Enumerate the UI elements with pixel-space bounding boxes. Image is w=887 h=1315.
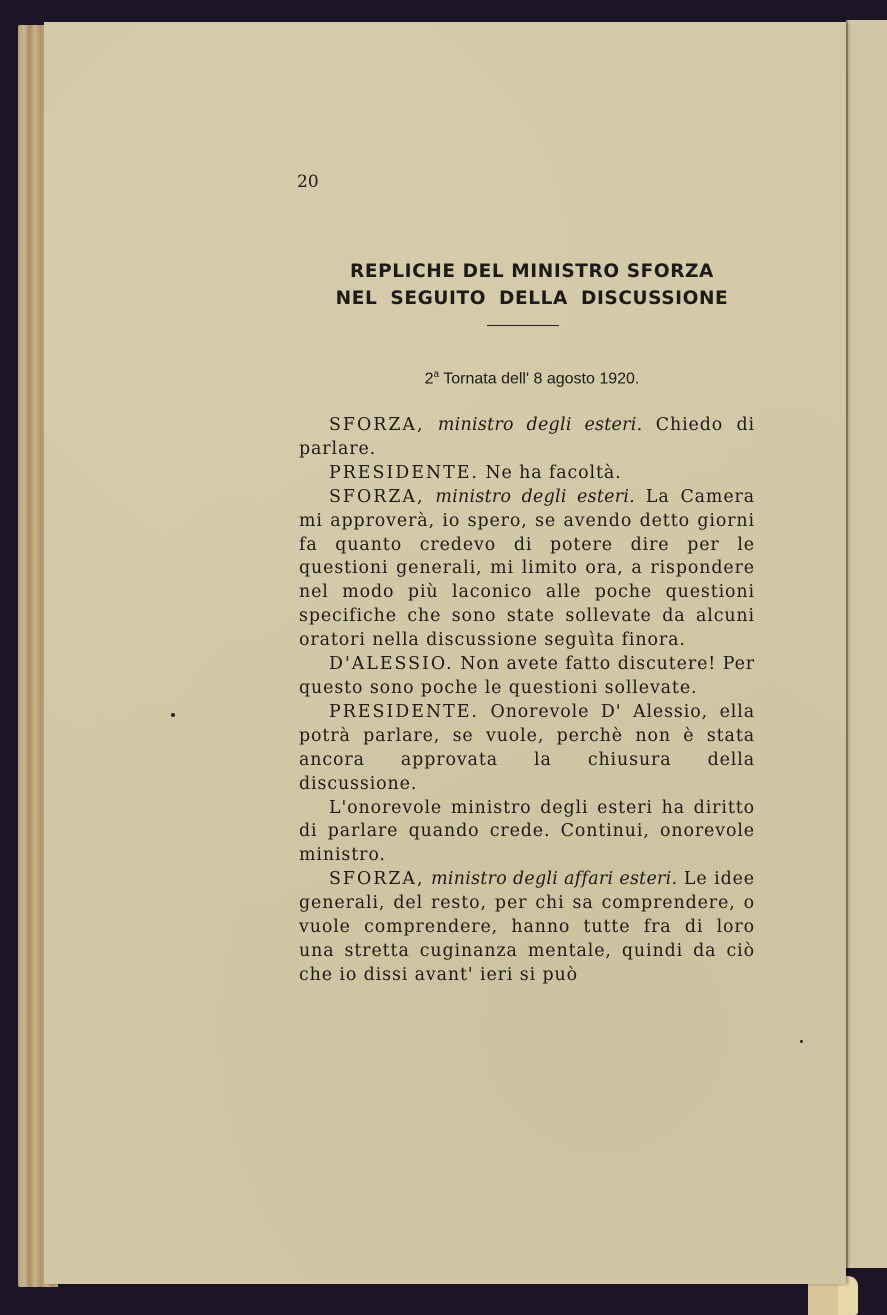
facing-page-edge: [846, 20, 887, 1268]
heading-line-1: REPLICHE DEL MINISTRO SFORZA: [350, 261, 714, 282]
speaker-name: D'ALESSIO.: [329, 654, 454, 675]
transcript-body: [299, 414, 755, 988]
speaker-name: SFORZA,: [329, 415, 425, 435]
speaker-name: SFORZA,: [329, 869, 425, 890]
paragraph: [299, 653, 755, 701]
paragraph-text: Non avete fatto discutere! Per questo sono poche le questioni sollevate.: [299, 654, 755, 698]
paragraph: [299, 797, 755, 869]
paragraph-text: L'onorevole ministro degli esteri ha diritto di parlare quando crede. Continui, onorevole ministro.: [299, 797, 755, 866]
paragraph-text: Ne ha facoltà.: [478, 462, 622, 483]
session-text: Tornata dell' 8 agosto 1920.: [439, 370, 640, 388]
paragraph-text: La Camera mi approverà, io spero, se avendo detto giorni fa quanto credevo di potere dire per le questioni generali, mi limito ora, a rispondere nel modo più laconico alle poche questioni specifiche che sono state sollevate da alcuni oratori nella discussione seguìta finora.: [299, 486, 755, 651]
paragraph: [299, 462, 755, 486]
paragraph-text: Le idee generali, del resto, per chi sa comprendere, o vuole comprendere, hanno tutte fra di loro una stretta cuginanza mentale, quindi da ciò che io dissi avant' ieri si può: [299, 869, 756, 985]
session-line: [290, 369, 774, 388]
session-ordinal-suffix: a: [433, 369, 440, 380]
paragraph-text: Onorevole D' Alessio, ella potrà parlare, se vuole, perchè non è stata ancora approvata la chiusura della discussione.: [299, 701, 755, 794]
ink-speck: [800, 1040, 803, 1043]
session-ordinal: 2: [424, 370, 434, 388]
paragraph-text: Chiedo di parlare.: [299, 415, 755, 459]
paragraph: [299, 868, 755, 988]
speaker-name: PRESIDENTE.: [329, 462, 479, 483]
speaker-name: SFORZA,: [329, 486, 425, 507]
speaker-name: PRESIDENTE.: [329, 701, 479, 722]
heading-line-2: NEL SEGUITO DELLA DISCUSSIONE: [335, 288, 729, 309]
paragraph: [299, 486, 755, 653]
page-number: 20: [297, 172, 319, 192]
ink-speck: [171, 713, 175, 717]
speaker-role: ministro degli esteri.: [437, 415, 643, 435]
speaker-role: ministro degli affari esteri.: [431, 869, 678, 890]
paragraph: [299, 414, 755, 462]
heading-divider: [487, 325, 559, 326]
speaker-role: ministro degli esteri.: [435, 486, 636, 507]
paragraph: [299, 701, 755, 797]
